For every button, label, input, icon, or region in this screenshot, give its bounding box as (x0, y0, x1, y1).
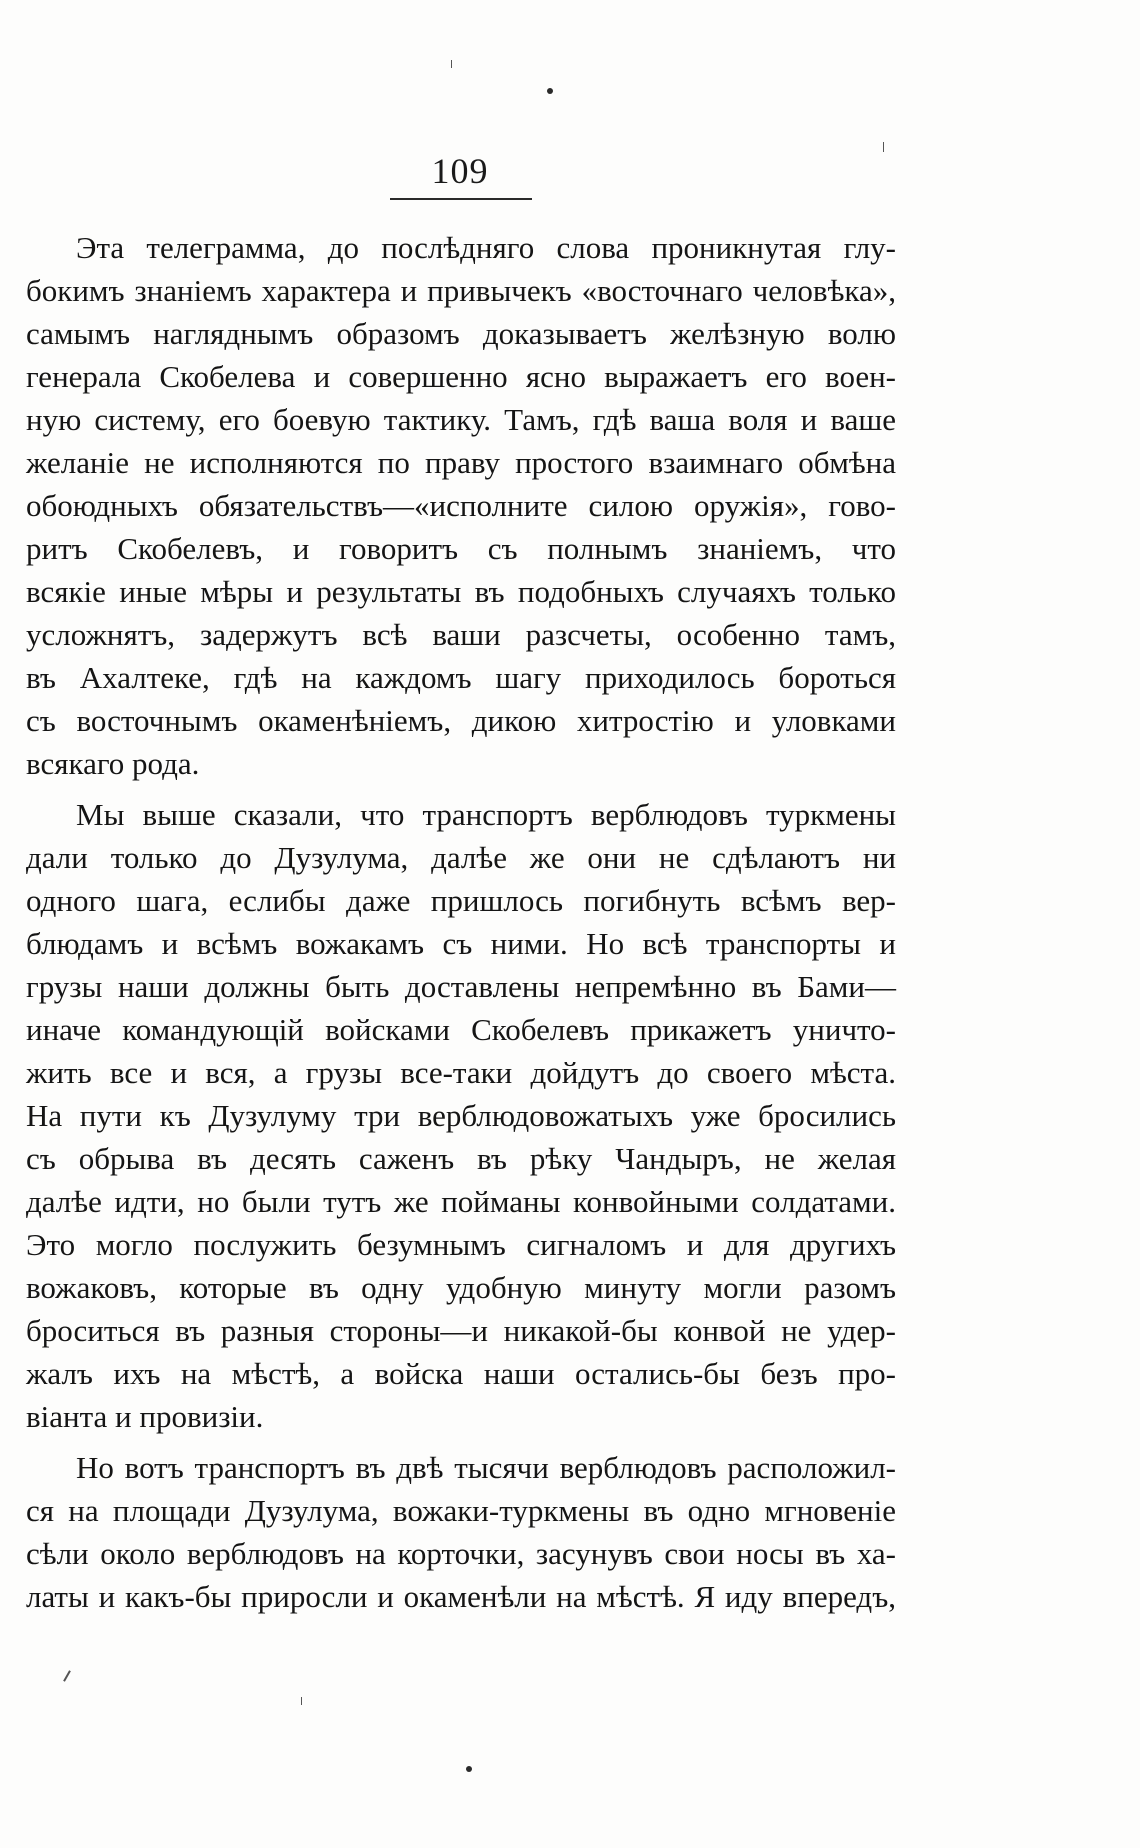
text-line: На пути къ Дузулуму три верблюдовожатыхъ уже бросились (26, 1098, 896, 1133)
print-mark (883, 142, 884, 152)
text-line: ся на площади Дузулума, вожаки-туркмены въ одно мгновеніе (26, 1493, 896, 1528)
text-line: броситься въ разныя стороны—и никакой-бы конвой не удер- (26, 1313, 896, 1348)
text-line: одного шага, еслибы даже пришлось погибнуть всѣмъ вер- (26, 883, 896, 918)
paragraph (26, 793, 896, 1438)
text-line: въ Ахалтеке, гдѣ на каждомъ шагу приходилось бороться (26, 660, 896, 695)
text-line: съ восточнымъ окаменѣніемъ, дикою хитростію и уловками (26, 703, 896, 738)
text-line: Это могло послужить безумнымъ сигналомъ и для другихъ (26, 1227, 896, 1262)
text-line: иначе командующій войсками Скобелевъ прикажетъ уничто- (26, 1012, 896, 1047)
print-mark (63, 1670, 71, 1681)
text-line: жалъ ихъ на мѣстѣ, а войска наши остались-бы безъ про- (26, 1356, 896, 1391)
body-text (26, 226, 896, 1618)
text-line: ритъ Скобелевъ, и говоритъ съ полнымъ знаніемъ, что (26, 531, 896, 566)
text-line: ную систему, его боевую тактику. Тамъ, гдѣ ваша воля и ваше (26, 402, 896, 437)
page-number: 109 (431, 151, 489, 191)
text-line: вожаковъ, которые въ одну удобную минуту могли разомъ (26, 1270, 896, 1305)
text-line: Но вотъ транспортъ въ двѣ тысячи верблюдовъ расположил- (76, 1450, 896, 1485)
text-line: усложнятъ, задержутъ всѣ ваши разсчеты, особенно тамъ, (26, 617, 896, 652)
page-number-rule (390, 198, 532, 200)
print-speck (547, 88, 553, 94)
print-mark (301, 1697, 302, 1705)
text-line: съ обрыва въ десять саженъ въ рѣку Чандыръ, не желая (26, 1141, 896, 1176)
paragraph (26, 226, 896, 785)
text-line: Мы выше сказали, что транспортъ верблюдовъ туркмены (76, 797, 896, 832)
text-line: обоюдныхъ обязательствъ—«исполните силою оружія», гово- (26, 488, 896, 523)
text-line: грузы наши должны быть доставлены непремѣнно въ Бами— (26, 969, 896, 1004)
text-line: далѣе идти, но были тутъ же пойманы конвойными солдатами. (26, 1184, 896, 1219)
paragraph (26, 1446, 896, 1618)
text-line: самымъ нагляднымъ образомъ доказываетъ желѣзную волю (26, 316, 896, 351)
text-line: желаніе не исполняются по праву простого взаимнаго обмѣна (26, 445, 896, 480)
text-line: блюдамъ и всѣмъ вожакамъ съ ними. Но всѣ транспорты и (26, 926, 896, 961)
print-mark (451, 60, 452, 68)
text-line: сѣли около верблюдовъ на корточки, засунувъ свои носы въ ха- (26, 1536, 896, 1571)
text-line: Эта телеграмма, до послѣдняго слова проникнутая глу- (76, 230, 896, 265)
text-line: генерала Скобелева и совершенно ясно выражаетъ его воен- (26, 359, 896, 394)
text-line: дали только до Дузулума, далѣе же они не сдѣлаютъ ни (26, 840, 896, 875)
text-line: всякаго рода. (26, 746, 200, 781)
text-line: жить все и вся, а грузы все-таки дойдутъ до своего мѣста. (26, 1055, 896, 1090)
print-speck (466, 1766, 472, 1772)
text-line: віанта и провизіи. (26, 1399, 264, 1434)
text-line: всякіе иные мѣры и результаты въ подобныхъ случаяхъ только (26, 574, 896, 609)
text-line: бокимъ знаніемъ характера и привычекъ «восточнаго человѣка», (26, 273, 896, 308)
text-line: латы и какъ-бы приросли и окаменѣли на мѣстѣ. Я иду впередъ, (26, 1579, 896, 1614)
